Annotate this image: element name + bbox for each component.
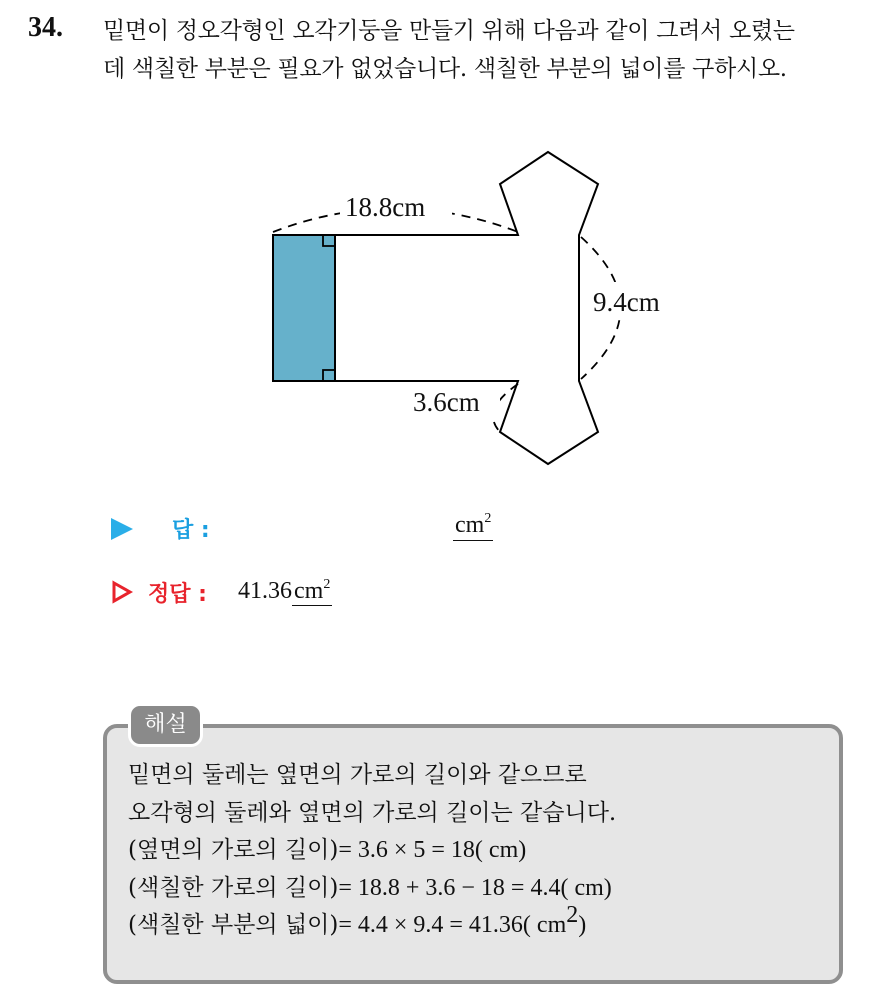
answer-unit-base: cm [455, 512, 485, 538]
answer-unit[interactable] [453, 511, 493, 541]
answer-label: 답 : [172, 518, 210, 543]
label-top-length: 18.8cm [345, 192, 426, 222]
correct-answer-label: 정답 : [148, 582, 207, 607]
explanation-tab: 해설 [128, 703, 203, 747]
question-line-2: 데 색칠한 부분은 필요가 없었습니다. 색칠한 부분의 넓이를 구하시오. [103, 56, 787, 82]
explanation-line-1: 밑면의 둘레는 옆면의 가로의 길이와 같으므로 [128, 762, 587, 788]
correct-answer-unit: $cm^2$ [294, 577, 331, 604]
explanation-line-2: 오각형의 둘레와 옆면의 가로의 길이는 같습니다. [128, 799, 617, 826]
correct-answer-value [238, 576, 332, 606]
outline-triangle-icon [111, 580, 133, 604]
explanation-line-5: (색칠한 부분의 넓이)= 4.4 × 9.4 = 41.36( $cm^2$) [128, 902, 587, 938]
question-number: 34. [28, 12, 63, 43]
explanation-line-4: (색칠한 가로의 길이)= 18.8 + 3.6 − 18 = 4.4( cm) [128, 874, 612, 901]
answer-unit-exp: 2 [484, 511, 492, 526]
correct-answer-row [108, 576, 608, 612]
label-bottom-length: 3.6cm [413, 387, 480, 417]
question-line-1: 밑면이 정오각형인 오각기둥을 만들기 위해 다음과 같이 그려서 오렸는 [103, 18, 795, 44]
label-right-length: 9.4cm [593, 287, 660, 317]
answer-row [108, 511, 608, 547]
shaded-rectangle [273, 235, 335, 381]
correct-answer-number: 41.36 [238, 578, 292, 604]
explanation-line-3: (옆면의 가로의 길이)= 3.6 × 5 = 18( cm) [128, 837, 527, 863]
play-triangle-icon [111, 518, 133, 540]
explanation-content [128, 757, 828, 945]
